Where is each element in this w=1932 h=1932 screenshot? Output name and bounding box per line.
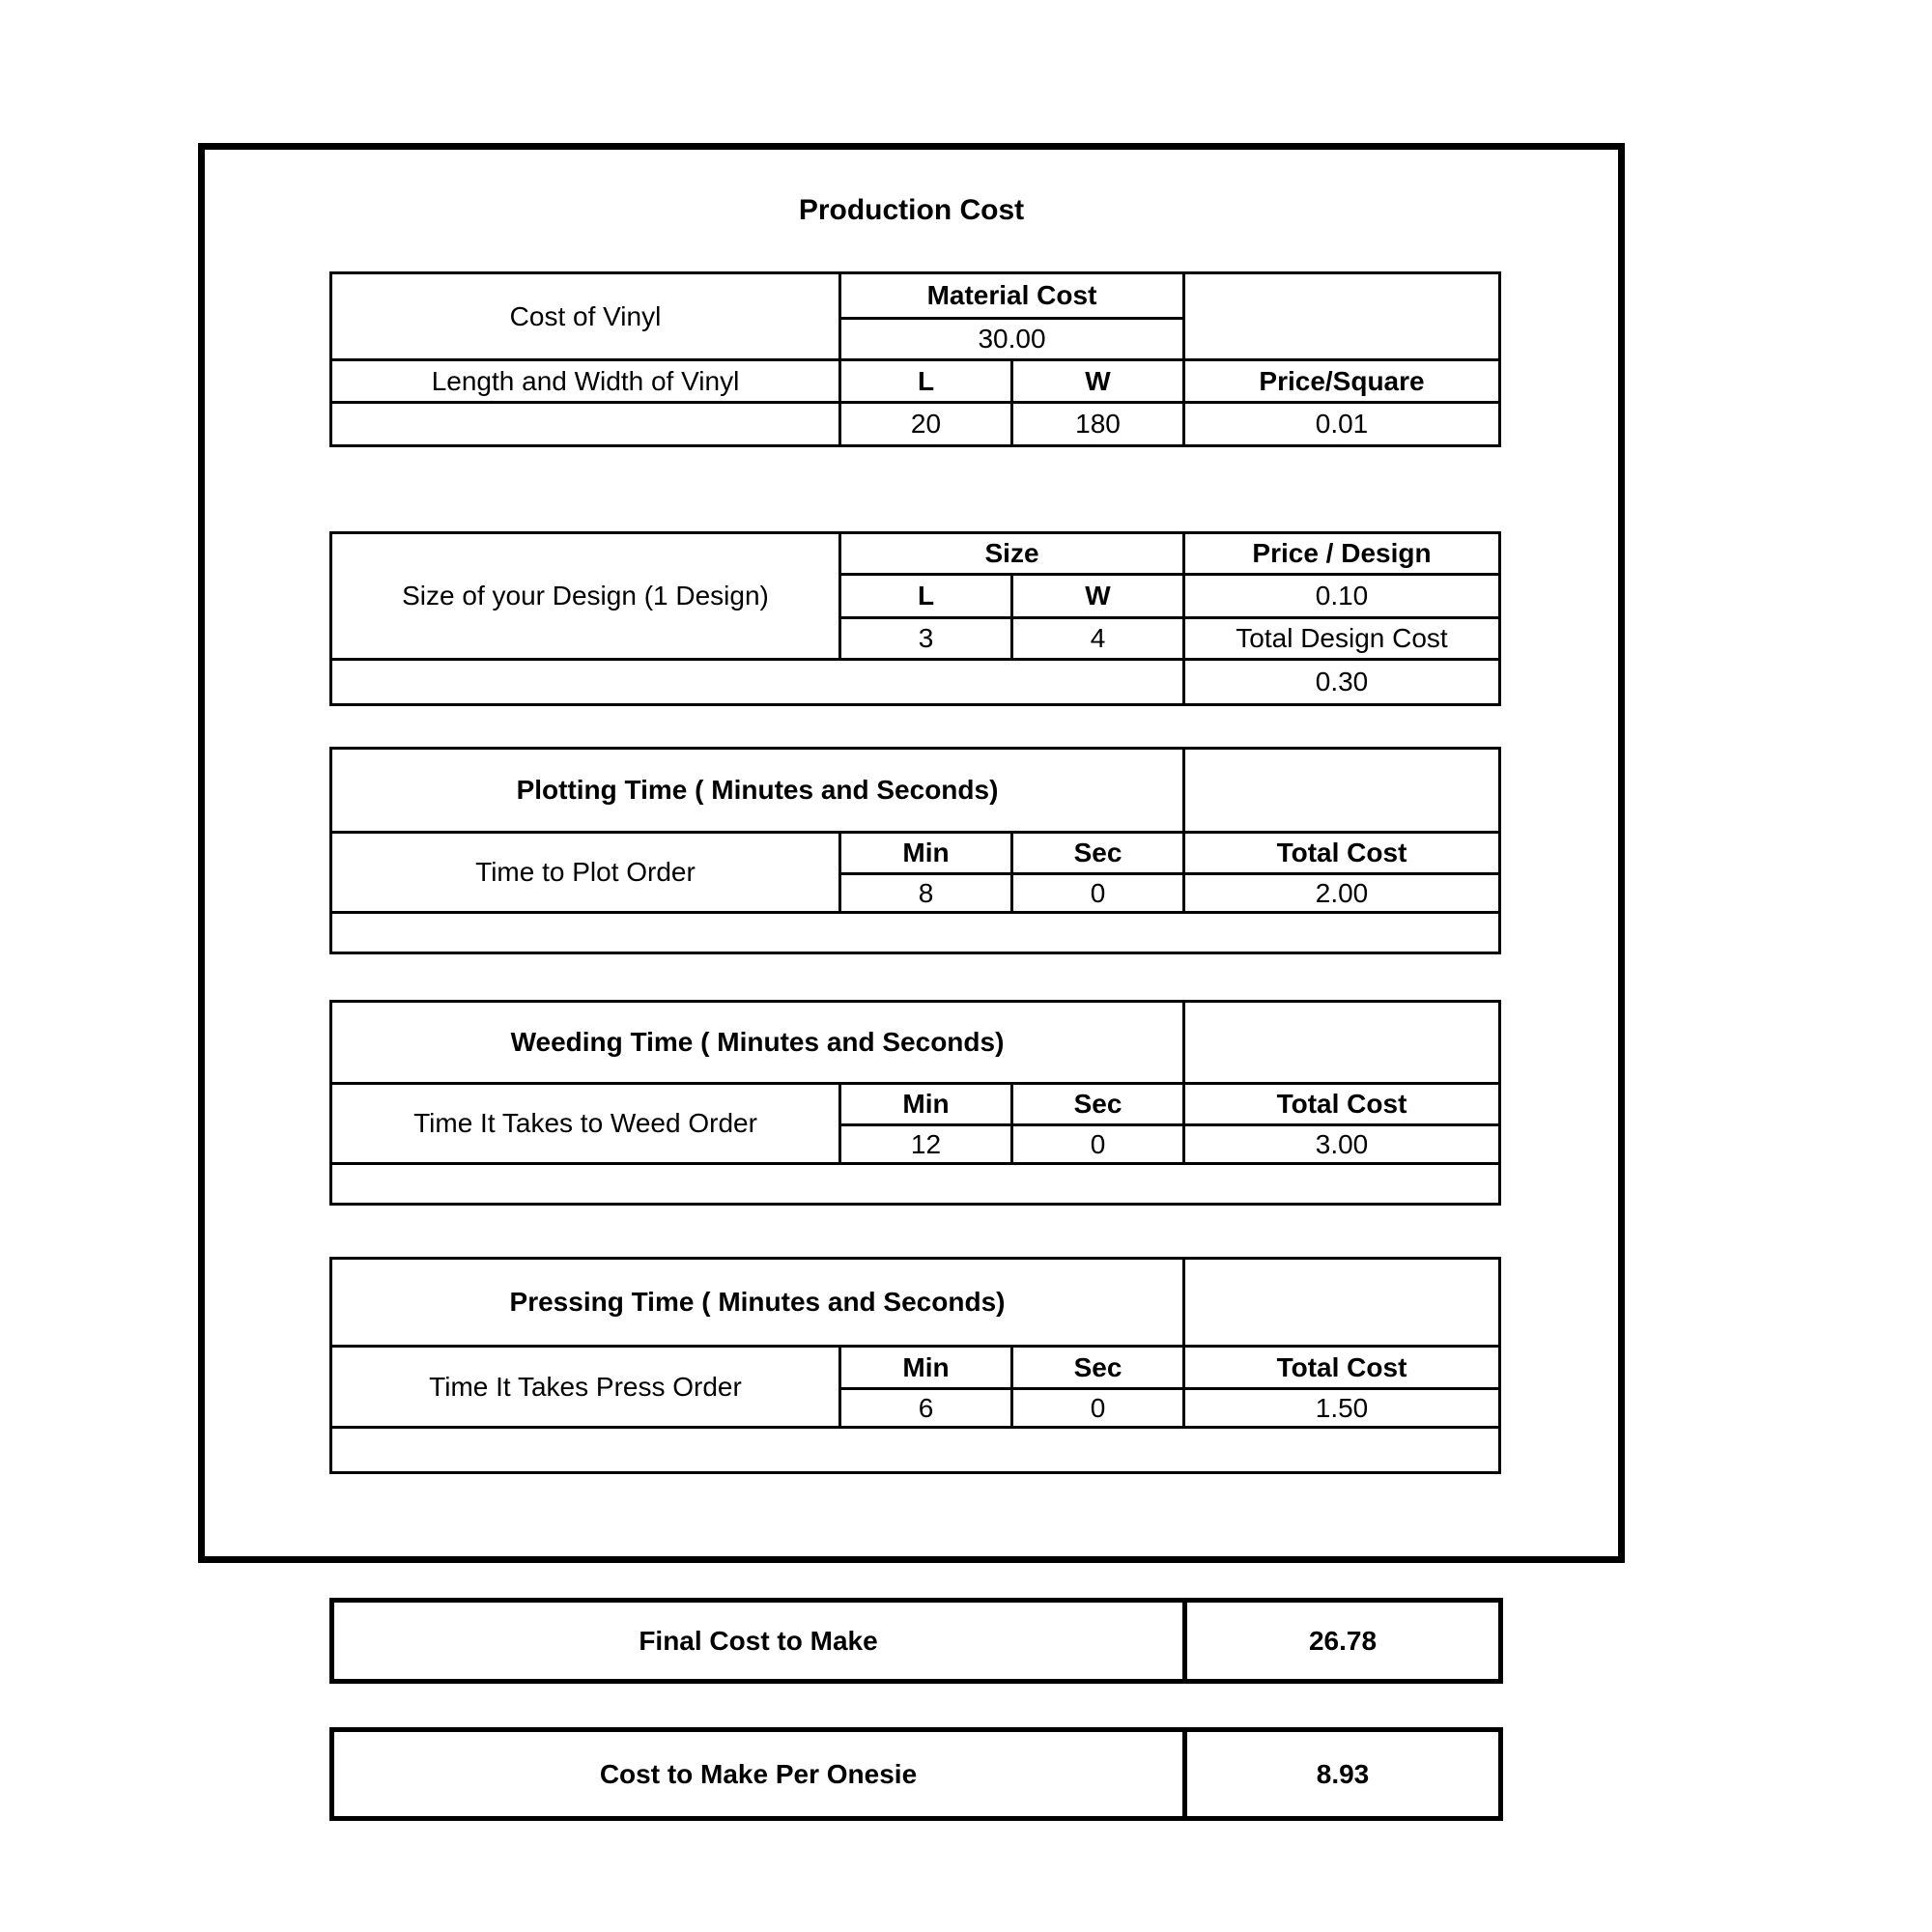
empty-cell bbox=[331, 403, 840, 446]
plotting-min-header: Min bbox=[840, 833, 1012, 874]
vinyl-cost-table bbox=[329, 271, 1501, 447]
pressing-total-cost-value-cell: 1.50 bbox=[1184, 1389, 1500, 1428]
total-design-cost-header: Total Design Cost bbox=[1184, 618, 1500, 660]
final-cost-row bbox=[329, 1598, 1503, 1684]
pressing-time-table bbox=[329, 1257, 1501, 1474]
design-size-label: Size of your Design (1 Design) bbox=[331, 533, 840, 660]
empty-region bbox=[1184, 749, 1500, 833]
vinyl-w-value-cell: 180 bbox=[1012, 403, 1184, 446]
pressing-min-header: Min bbox=[840, 1347, 1012, 1389]
vinyl-l-value-cell: 20 bbox=[840, 403, 1012, 446]
weeding-time-table bbox=[329, 1000, 1501, 1206]
price-square-value-cell: 0.01 bbox=[1184, 403, 1500, 446]
pressing-time-title: Pressing Time ( Minutes and Seconds) bbox=[331, 1259, 1184, 1347]
black-divider-bar bbox=[331, 1164, 1500, 1205]
empty-region bbox=[331, 660, 1184, 705]
empty-region bbox=[1184, 273, 1500, 360]
material-cost-value-cell: 30.00 bbox=[840, 319, 1184, 360]
price-design-value-cell: 0.10 bbox=[1184, 575, 1500, 618]
plotting-time-table bbox=[329, 747, 1501, 954]
time-to-weed-label: Time It Takes to Weed Order bbox=[331, 1084, 840, 1164]
weeding-sec-value-cell: 0 bbox=[1012, 1125, 1184, 1164]
weeding-sec-header: Sec bbox=[1012, 1084, 1184, 1125]
black-divider-bar bbox=[331, 913, 1500, 953]
empty-region bbox=[1184, 1259, 1500, 1347]
design-size-table bbox=[329, 531, 1501, 706]
design-l-value-cell: 3 bbox=[840, 618, 1012, 660]
time-to-plot-label: Time to Plot Order bbox=[331, 833, 840, 913]
design-w-header: W bbox=[1012, 575, 1184, 618]
weeding-total-cost-header: Total Cost bbox=[1184, 1084, 1500, 1125]
design-w-value-cell: 4 bbox=[1012, 618, 1184, 660]
total-design-cost-value-cell: 0.30 bbox=[1184, 660, 1500, 705]
price-square-header: Price/Square bbox=[1184, 360, 1500, 403]
weeding-time-title: Weeding Time ( Minutes and Seconds) bbox=[331, 1002, 1184, 1084]
final-cost-label: Final Cost to Make bbox=[332, 1601, 1185, 1682]
plotting-time-title: Plotting Time ( Minutes and Seconds) bbox=[331, 749, 1184, 833]
material-cost-header: Material Cost bbox=[840, 273, 1184, 319]
pressing-min-value-cell: 6 bbox=[840, 1389, 1012, 1428]
design-l-header: L bbox=[840, 575, 1012, 618]
cost-per-onesie-value-cell: 8.93 bbox=[1185, 1730, 1501, 1819]
time-to-press-label: Time It Takes Press Order bbox=[331, 1347, 840, 1428]
size-header: Size bbox=[840, 533, 1184, 575]
plotting-total-cost-value-cell: 2.00 bbox=[1184, 874, 1500, 913]
vinyl-l-header: L bbox=[840, 360, 1012, 403]
plotting-min-value-cell: 8 bbox=[840, 874, 1012, 913]
page-title: Production Cost bbox=[798, 194, 1025, 226]
price-design-header: Price / Design bbox=[1184, 533, 1500, 575]
final-cost-value-cell: 26.78 bbox=[1185, 1601, 1501, 1682]
cost-per-onesie-row bbox=[329, 1727, 1503, 1821]
weeding-total-cost-value-cell: 3.00 bbox=[1184, 1125, 1500, 1164]
weeding-min-header: Min bbox=[840, 1084, 1012, 1125]
pressing-sec-header: Sec bbox=[1012, 1347, 1184, 1389]
plotting-sec-value-cell: 0 bbox=[1012, 874, 1184, 913]
pressing-total-cost-header: Total Cost bbox=[1184, 1347, 1500, 1389]
pressing-sec-value-cell: 0 bbox=[1012, 1389, 1184, 1428]
weeding-min-value-cell: 12 bbox=[840, 1125, 1012, 1164]
vinyl-w-header: W bbox=[1012, 360, 1184, 403]
plotting-sec-header: Sec bbox=[1012, 833, 1184, 874]
vinyl-cost-label: Cost of Vinyl bbox=[331, 273, 840, 360]
length-width-label: Length and Width of Vinyl bbox=[331, 360, 840, 403]
plotting-total-cost-header: Total Cost bbox=[1184, 833, 1500, 874]
empty-region bbox=[1184, 1002, 1500, 1084]
black-divider-bar bbox=[331, 1428, 1500, 1473]
cost-per-onesie-label: Cost to Make Per Onesie bbox=[332, 1730, 1185, 1819]
